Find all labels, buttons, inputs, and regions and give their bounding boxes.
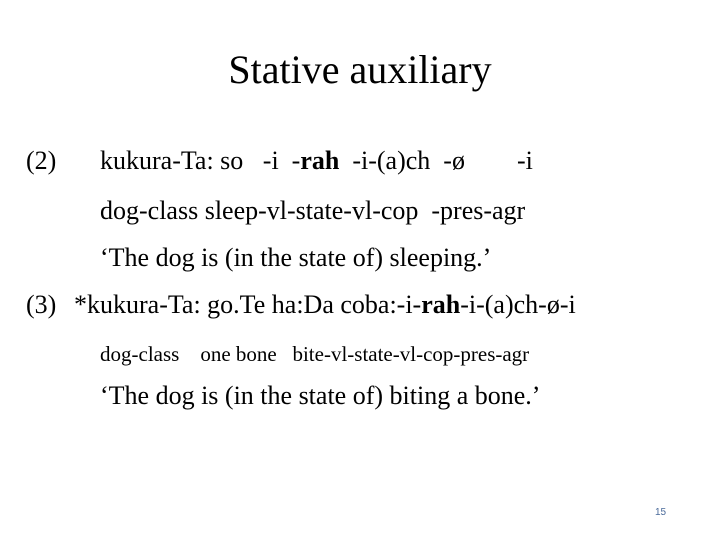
page-number: 15 — [655, 507, 667, 518]
example-3-morpheme-gloss: dog-class one bone bite-vl-state-vl-cop-pres-agr — [100, 342, 530, 366]
example-3-gloss-pre: *kukura-Ta: go.Te ha:Da coba:-i- — [74, 290, 422, 319]
slide-title: Stative auxiliary — [228, 47, 492, 92]
example-3-gloss-line — [74, 290, 576, 320]
example-2-gloss-line — [100, 146, 533, 176]
example-2-gloss-bold: rah — [300, 146, 340, 175]
example-2-gloss-post: -i-(a)ch -ø -i — [339, 146, 533, 175]
example-3-gloss-bold: rah — [421, 290, 461, 319]
example-3-gloss-post: -i-(a)ch-ø-i — [460, 290, 576, 319]
example-2-translation: ‘The dog is (in the state of) sleeping.’ — [100, 243, 492, 272]
example-2-gloss-pre: kukura-Ta: so -i - — [100, 146, 301, 175]
example-3-number: (3) — [26, 290, 57, 319]
example-2-morpheme-gloss: dog-class sleep-vl-state-vl-cop -pres-agr — [100, 196, 526, 225]
example-2-number: (2) — [26, 146, 57, 175]
example-3-translation: ‘The dog is (in the state of) biting a bone.’ — [100, 381, 541, 410]
